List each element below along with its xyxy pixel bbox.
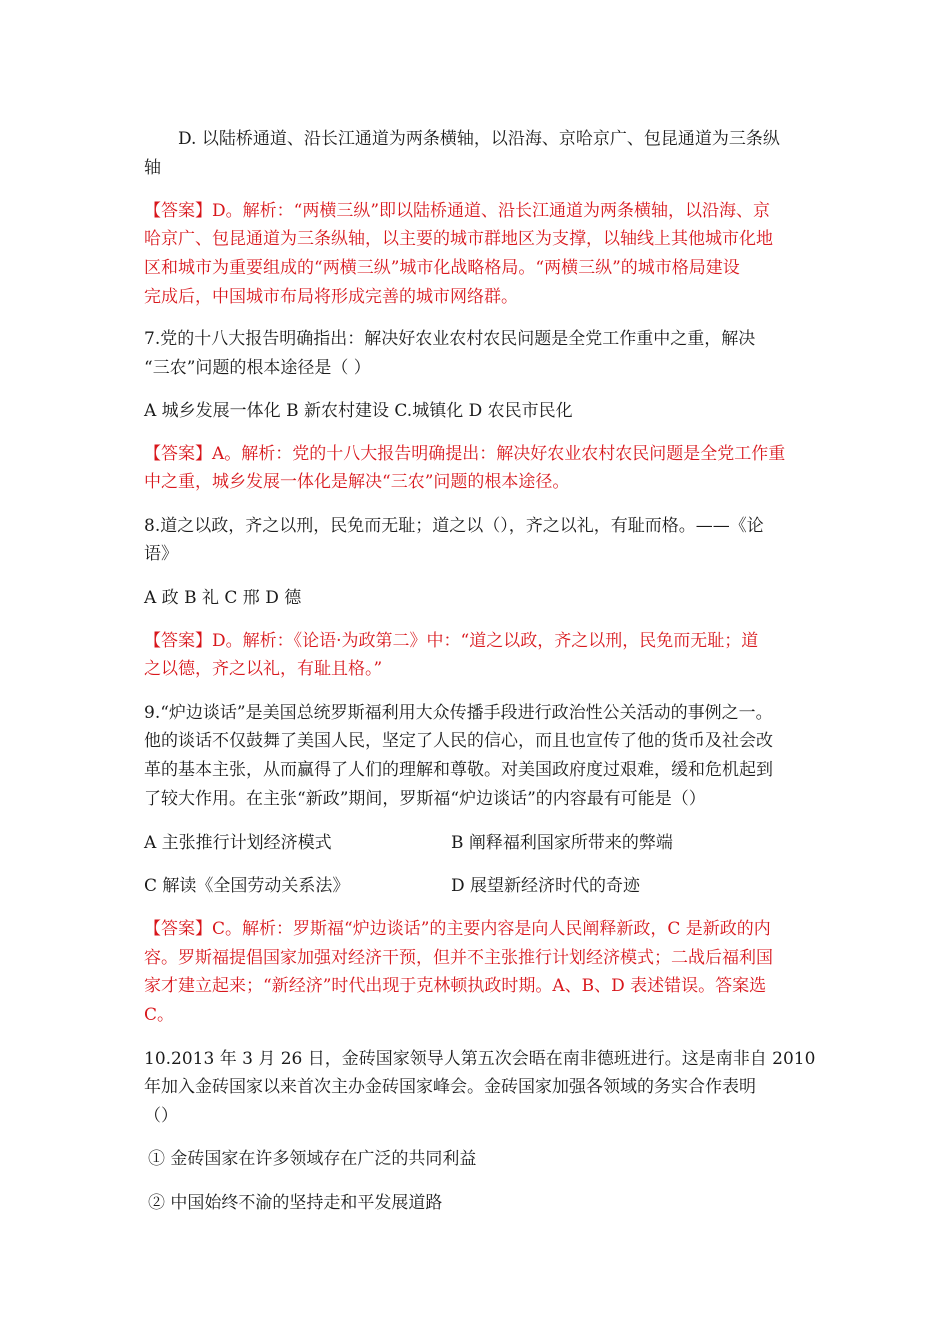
q9-answer: 【答案】C。解析：罗斯福“炉边谈话”的主要内容是向人民阐释新政，C 是新政的内 xyxy=(144,919,771,939)
q8-options: A 政 B 礼 C 邢 D 德 xyxy=(144,588,302,608)
q9-option-c: C 解读《全国劳动关系法》 xyxy=(144,876,350,896)
q10-item-2: ② 中国始终不渝的坚持走和平发展道路 xyxy=(148,1193,443,1213)
q7-options: A 城乡发展一体化 B 新农村建设 C.城镇化 D 农民市民化 xyxy=(144,401,573,421)
q7-answer: 中之重，城乡发展一体化是解决“三农”问题的根本途径。 xyxy=(144,472,570,492)
q9-question: 革的基本主张，从而赢得了人们的理解和尊敬。对美国政府度过艰难，缓和危机起到 xyxy=(144,760,773,780)
q6-answer: 区和城市为重要组成的“两横三纵”城市化战略格局。“两横三纵”的城市格局建设 xyxy=(144,258,740,278)
q8-question: 语》 xyxy=(144,544,178,564)
q6-answer: 哈京广、包昆通道为三条纵轴，以主要的城市群地区为支撑，以轴线上其他城市化地 xyxy=(144,229,773,249)
q9-answer: 家才建立起来；“新经济”时代出现于克林顿执政时期。A、B、D 表述错误。答案选 xyxy=(144,976,767,996)
q8-answer: 之以德，齐之以礼，有耻且格。” xyxy=(144,659,383,679)
q8-answer: 【答案】D。解析：《论语·为政第二》中：“道之以政，齐之以刑，民免而无耻；道 xyxy=(144,631,759,651)
q9-option-a: A 主张推行计划经济模式 xyxy=(144,833,332,853)
q7-answer: 【答案】A。解析：党的十八大报告明确提出：解决好农业农村农民问题是全党工作重 xyxy=(144,444,786,464)
q8-question: 8.道之以政，齐之以刑，民免而无耻；道之以（），齐之以礼，有耻而格。——《论 xyxy=(144,516,764,536)
q7-question: “三农”问题的根本途径是（ ） xyxy=(144,358,371,378)
q9-option-b: B 阐释福利国家所带来的弊端 xyxy=(451,833,673,853)
q9-question: 他的谈话不仅鼓舞了美国人民，坚定了人民的信心，而且也宣传了他的货币及社会改 xyxy=(144,731,773,751)
q9-question: 了较大作用。在主张“新政”期间，罗斯福“炉边谈话”的内容最有可能是（） xyxy=(144,789,706,809)
q9-option-d: D 展望新经济时代的奇迹 xyxy=(451,876,641,896)
q10-question: 年加入金砖国家以来首次主办金砖国家峰会。金砖国家加强各领域的务实合作表明 xyxy=(144,1077,756,1097)
q6-answer: 【答案】D。解析：“两横三纵”即以陆桥通道、沿长江通道为两条横轴，以沿海、京 xyxy=(144,201,771,221)
q10-item-1: ① 金砖国家在许多领域存在广泛的共同利益 xyxy=(148,1149,477,1169)
q9-answer: C。 xyxy=(144,1005,175,1025)
q9-answer: 容。罗斯福提倡国家加强对经济干预，但并不主张推行计划经济模式；二战后福利国 xyxy=(144,948,773,968)
q6-option-d: D. 以陆桥通道、沿长江通道为两条横轴，以沿海、京哈京广、包昆通道为三条纵 xyxy=(178,129,780,149)
q9-question: 9.“炉边谈话”是美国总统罗斯福利用大众传播手段进行政治性公关活动的事例之一。 xyxy=(144,703,773,723)
q6-option-d-cont: 轴 xyxy=(144,158,161,178)
q10-question: 10.2013 年 3 月 26 日，金砖国家领导人第五次会晤在南非德班进行。这是南非自 2010 xyxy=(144,1049,816,1069)
q7-question: 7.党的十八大报告明确指出：解决好农业农村农民问题是全党工作重中之重，解决 xyxy=(144,329,756,349)
q6-answer: 完成后，中国城市布局将形成完善的城市网络群。 xyxy=(144,287,518,307)
q10-question: （） xyxy=(144,1106,178,1126)
